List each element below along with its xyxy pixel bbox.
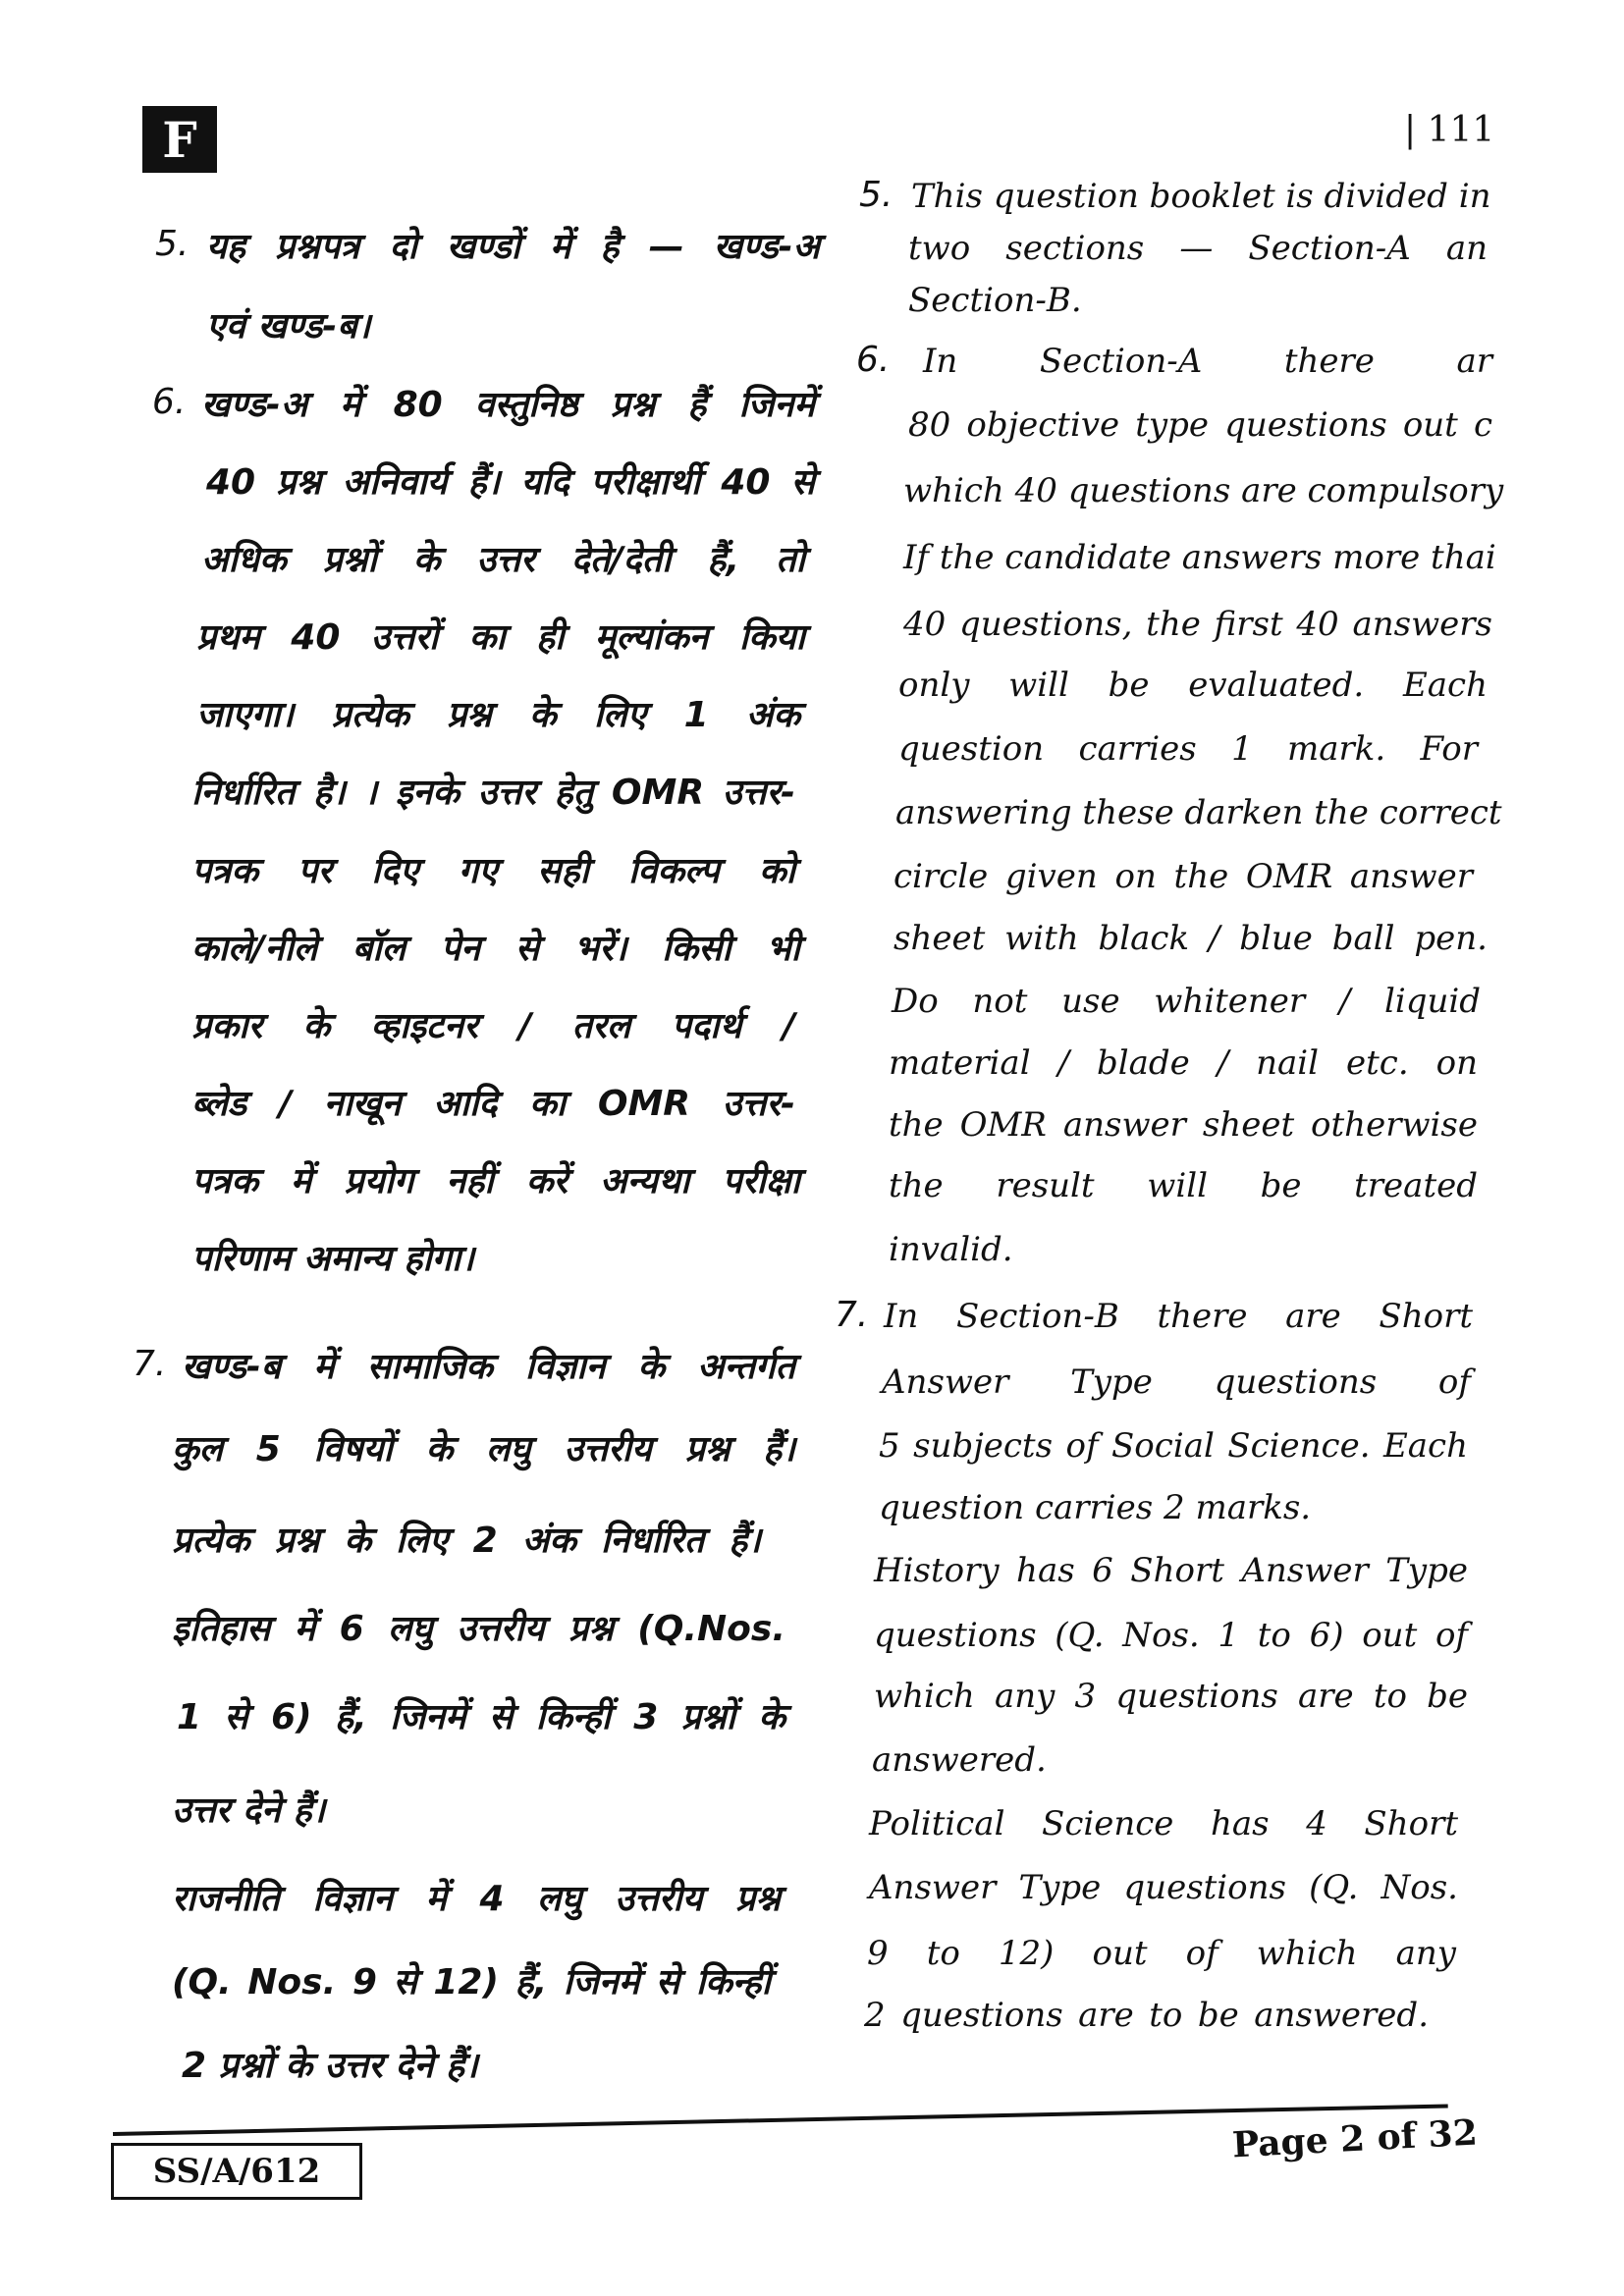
text-line: If the candidate answers more thai: [903, 538, 1496, 577]
text-line: 1 से 6) हैं, जिनमें से किन्हीं 3 प्रश्नों के: [177, 1697, 785, 1737]
text-line: Section-B.: [908, 281, 1082, 320]
item-number: 7.: [835, 1295, 869, 1335]
text-line: question carries 2 marks.: [879, 1488, 1312, 1527]
text-line: questions (Q. Nos. 1 to 6) out of: [874, 1616, 1468, 1655]
text-line: which 40 questions are compulsory: [903, 471, 1504, 510]
text-line: answered.: [872, 1740, 1047, 1780]
text-line: प्रकार के व्हाइटनर / तरल पदार्थ /: [191, 1006, 795, 1046]
text-line: राजनीति विज्ञान में 4 लघु उत्तरीय प्रश्न: [172, 1879, 781, 1919]
text-line: 2 questions are to be answered.: [864, 1996, 1429, 2035]
text-line: Do not use whitener / liquid: [892, 982, 1481, 1021]
text-line: ब्लेड / नाखून आदि का OMR उत्तर-: [191, 1084, 795, 1124]
text-line: अधिक प्रश्नों के उत्तर देते/देती हैं, तो: [201, 540, 805, 580]
text-line: which any 3 questions are to be: [874, 1677, 1468, 1716]
set-label-box: F: [142, 106, 217, 173]
text-line: पत्रक पर दिए गए सही विकल्प को: [191, 851, 795, 891]
text-line: In Section-B there are Short: [884, 1297, 1473, 1336]
item-number: 6.: [152, 382, 187, 422]
text-line: काले/नीले बॉल पेन से भरें। किसी भी: [191, 929, 800, 969]
text-line: पत्रक में प्रयोग नहीं करें अन्यथा परीक्षा: [191, 1161, 800, 1201]
text-line: कुल 5 विषयों के लघु उत्तरीय प्रश्न हैं।: [172, 1429, 795, 1469]
text-line: 9 to 12) out of which any: [867, 1934, 1456, 1973]
text-line: 2 प्रश्नों के उत्तर देने हैं।: [182, 2046, 478, 2086]
text-line: यह प्रश्नपत्र दो खण्डों में है — खण्ड-अ: [206, 227, 820, 267]
text-line: sheet with black / blue ball pen.: [893, 919, 1488, 958]
item-number: 6.: [856, 340, 891, 380]
page-number-top: | 111: [1404, 110, 1495, 150]
item-number: 7.: [133, 1344, 167, 1384]
text-line: This question booklet is divided in: [911, 177, 1491, 216]
text-line: Political Science has 4 Short: [869, 1804, 1458, 1843]
text-line: Answer Type questions (Q. Nos.: [869, 1868, 1458, 1907]
text-line: Answer Type questions of: [882, 1362, 1471, 1402]
text-line: इतिहास में 6 लघु उत्तरीय प्रश्न (Q.Nos.: [172, 1609, 785, 1649]
text-line: प्रत्येक प्रश्न के लिए 2 अंक निर्धारित हैं।: [172, 1521, 761, 1561]
text-line: 80 objective type questions out c: [908, 405, 1492, 445]
text-line: History has 6 Short Answer Type: [874, 1551, 1468, 1590]
text-line: question carries 1 mark. For: [898, 729, 1478, 769]
paper-code-box: SS/A/612: [111, 2143, 362, 2200]
text-line: खण्ड-अ में 80 वस्तुनिष्ठ प्रश्न हैं जिनमें: [201, 385, 815, 425]
item-number: 5.: [859, 175, 893, 215]
text-line: (Q. Nos. 9 से 12) हैं, जिनमें से किन्हीं: [172, 1962, 771, 2002]
text-line: परिणाम अमान्य होगा।: [191, 1239, 474, 1279]
text-line: उत्तर देने हैं।: [172, 1790, 326, 1831]
text-line: only will be evaluated. Each: [898, 666, 1488, 705]
text-line: answering these darken the correct: [895, 793, 1502, 832]
text-line: the result will be treated: [889, 1166, 1478, 1205]
text-line: 40 questions, the first 40 answers: [903, 605, 1492, 644]
item-number: 5.: [155, 224, 189, 264]
text-line: एवं खण्ड-ब।: [206, 306, 371, 347]
text-line: two sections — Section-A an: [908, 229, 1488, 268]
text-line: 5 subjects of Social Science. Each: [879, 1426, 1468, 1466]
text-line: invalid.: [889, 1230, 1013, 1269]
text-line: 40 प्रश्न अनिवार्य हैं। यदि परीक्षार्थी 40 से: [206, 462, 815, 503]
text-line: जाएगा। प्रत्येक प्रश्न के लिए 1 अंक: [196, 695, 800, 735]
text-line: material / blade / nail etc. on: [889, 1043, 1478, 1083]
text-line: the OMR answer sheet otherwise: [889, 1105, 1478, 1145]
text-line: In Section-A there ar: [923, 342, 1492, 381]
text-line: प्रथम 40 उत्तरों का ही मूल्यांकन किया: [196, 617, 805, 658]
text-line: circle given on the OMR answer: [893, 857, 1473, 896]
text-line: निर्धारित है। । इनके उत्तर हेतु OMR उत्तर-: [191, 773, 795, 813]
page-of-label: Page 2 of 32: [1231, 2111, 1479, 2166]
text-line: खण्ड-ब में सामाजिक विज्ञान के अन्तर्गत: [182, 1347, 795, 1387]
